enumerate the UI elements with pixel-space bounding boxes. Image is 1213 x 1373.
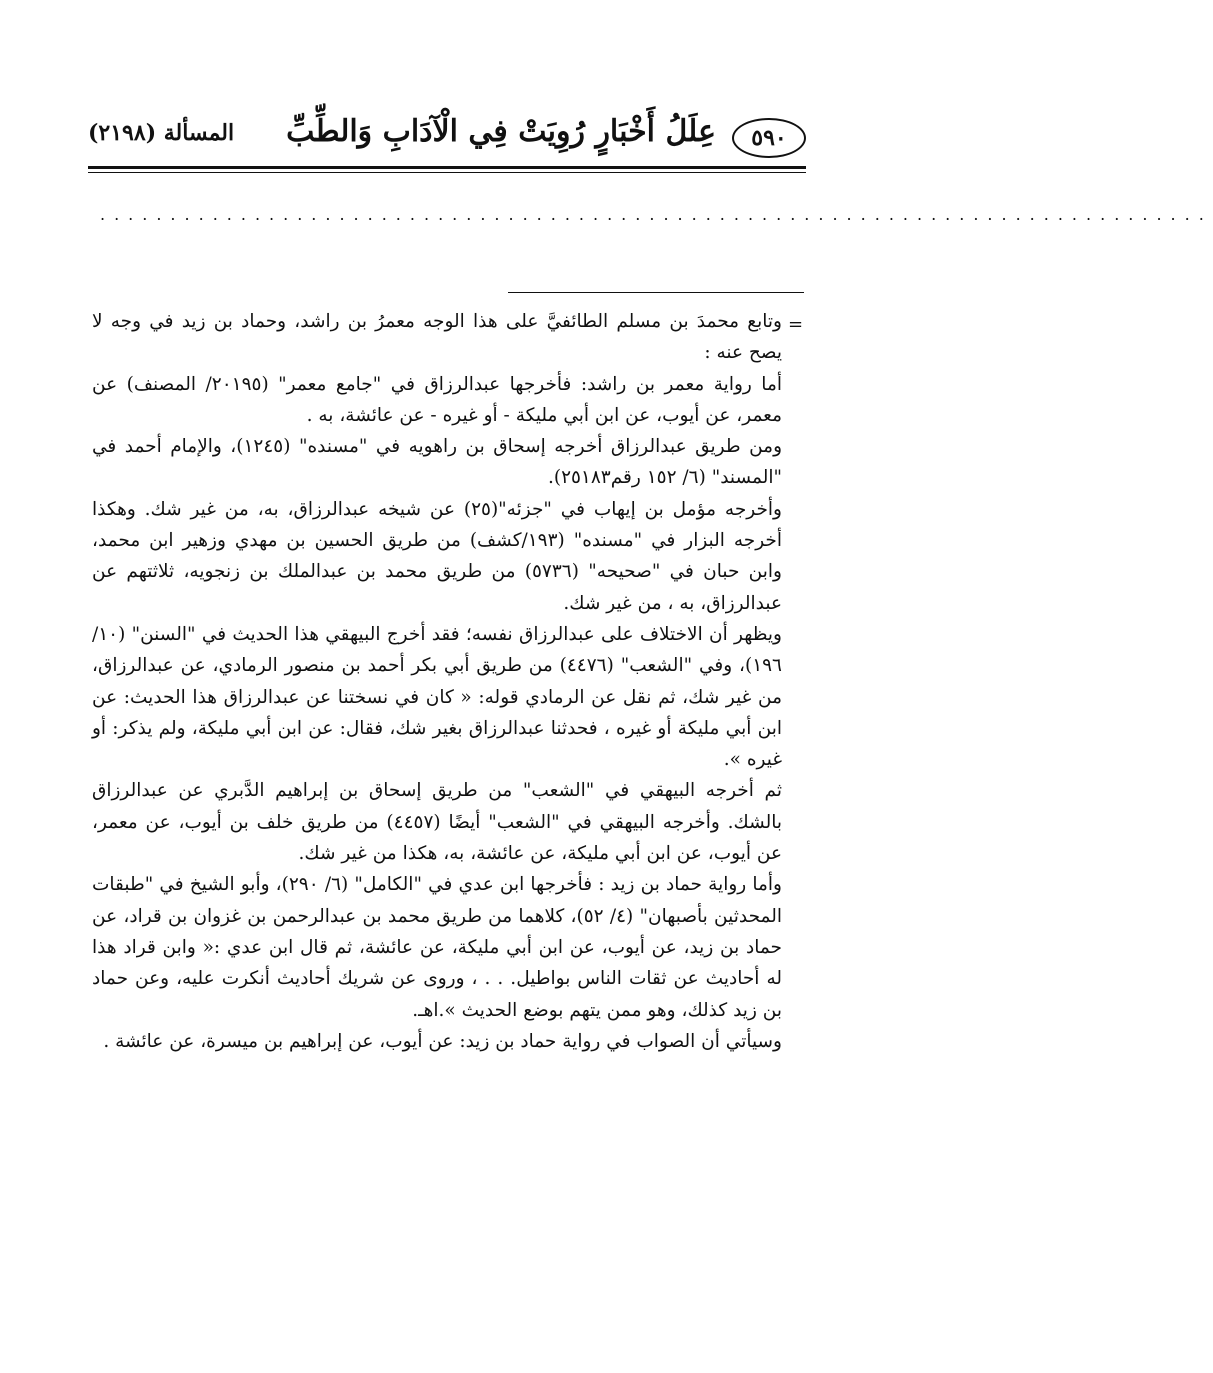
issue-label: المسألة (٢١٩٨) [88,120,235,146]
page-number: ٥٩٠ [732,118,806,158]
footnotes-body [92,306,782,1057]
footnote-paragraph: ثم أخرجه البيهقي في "الشعب" من طريق إسحاق بن إبراهيم الدَّبري عن عبدالرزاق بالشك. وأخرجه البيهقي في "الشعب" أيضًا (٤٤٥٧) من طريق خلف بن أيوب، عن معمر، عن أيوب، عن ابن أبي مليكة، عن عائشة، به، هكذا من غير شك. [92,780,783,865]
footnote-continuation-marker: = [788,314,804,335]
header-rule-thick [88,166,806,169]
footnote-paragraph: وسيأتي أن الصواب في رواية حماد بن زيد: عن أيوب، عن إبراهيم بن ميسرة، عن عائشة . [103,1030,782,1052]
footnote-paragraph: ويظهر أن الاختلاف على عبدالرزاق نفسه؛ فقد أخرج البيهقي هذا الحديث في "السنن" (١٠/ ١٩٦)، وفي "الشعب" (٤٤٧٦) من طريق أبي بكر أحمد بن منصور الرمادي، عن عبدالرزاق، من غير شك، ثم نقل عن الرمادي قوله: « كان في نسختنا عن عبدالرزاق هذا الحديث: عن ابن أبي مليكة أو غيره ، فحدثنا عبدالرزاق بغير شك، فقال: عن ابن أبي مليكة، ولم يذكر: أو غيره ». [92,623,782,771]
separator-dots: ............................................................................... [100,205,1213,224]
footnote-paragraph: وأخرجه مؤمل بن إيهاب في "جزئه"(٢٥) عن شيخه عبدالرزاق، به، من غير شك. وهكذا أخرجه البزار في "مسنده" (١٩٣/كشف) من طريق الحسين بن مهدي وزهير ابن محمد، وابن حبان في "صحيحه" (٥٧٣٦) من طريق محمد بن عبدالملك بن زنجويه، ثلاثتهم عن عبدالرزاق، به ، من غير شك. [92,498,783,614]
footnote-paragraph: ومن طريق عبدالرزاق أخرجه إسحاق بن راهويه في "مسنده" (١٢٤٥)، والإمام أحمد في "المسند" (٦/ ١٥٢ رقم٢٥١٨٣). [92,436,783,489]
footnote-paragraph: وتابع محمدَ بن مسلم الطائفيَّ على هذا الوجه معمرُ بن راشد، وحماد بن زيد في وجه لا يصح عنه : [92,311,782,364]
header-rule-thin [88,172,806,173]
footnote-paragraph: أما رواية معمر بن راشد: فأخرجها عبدالرزاق في "جامع معمر" (٢٠١٩٥/ المصنف) عن معمر، عن أيوب، عن ابن أبي مليكة - أو غيره - عن عائشة، به . [92,373,782,426]
page-header [88,104,806,166]
book-title: عِلَلُ أَخْبَارٍ رُوِيَتْ فِي الْآدَابِ وَالطِّبِّ [286,114,716,149]
footnote-rule [508,292,804,293]
footnote-paragraph: وأما رواية حماد بن زيد : فأخرجها ابن عدي في "الكامل" (٦/ ٢٩٠)، وأبو الشيخ في "طبقات المحدثين بأصبهان" (٤/ ٥٢)، كلاهما من طريق محمد بن عبدالرحمن بن غزوان بن قراد، عن حماد بن زيد، عن أيوب، عن ابن أبي مليكة، عن عائشة، ثم قال ابن عدي :« وابن قراد هذا له أحاديث عن ثقات الناس بواطيل. . . ، وروى عن شريك أحاديث أنكرت عليه، وعن حماد بن زيد كذلك، وهو ممن يتهم بوضع الحديث ».اهـ. [92,874,782,1021]
